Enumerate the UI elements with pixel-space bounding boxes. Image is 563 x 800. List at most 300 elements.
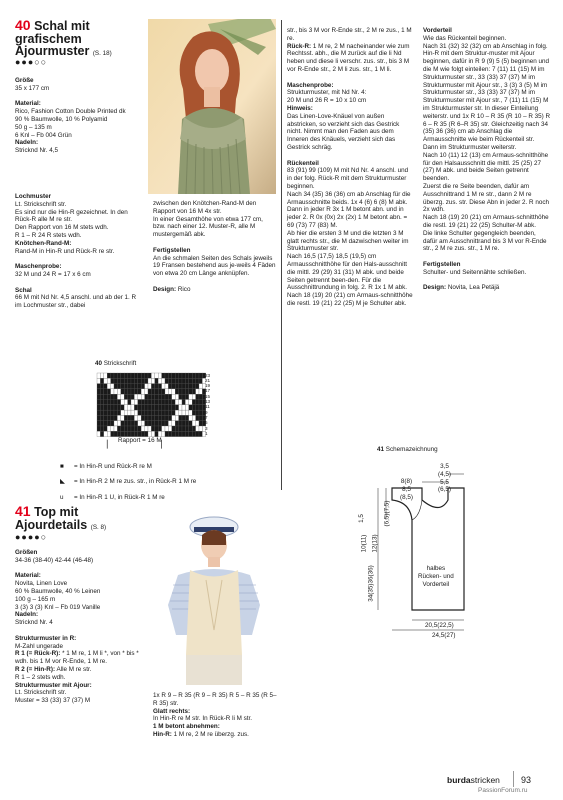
difficulty-dots: ●●●○○ — [15, 57, 48, 67]
chart-cell — [100, 410, 103, 415]
chart-cell — [172, 384, 175, 389]
row-number: 13 — [205, 399, 211, 404]
chart-cell — [155, 415, 158, 420]
chart-cell — [175, 415, 178, 420]
chart-cell — [97, 373, 100, 378]
chart-cell — [158, 431, 161, 436]
chart-cell — [155, 394, 158, 399]
chart-cell — [148, 410, 151, 415]
chart-cell — [172, 421, 175, 426]
chart-cell — [134, 426, 137, 431]
chart-cell — [185, 410, 188, 415]
chart-cell — [138, 426, 141, 431]
chart-cell — [168, 389, 171, 394]
chart-cell — [141, 389, 144, 394]
chart-cell — [192, 431, 195, 436]
chart-cell — [182, 426, 185, 431]
chart-cell — [199, 410, 202, 415]
chart-cell — [151, 426, 154, 431]
chart-cell — [179, 400, 182, 405]
chart-cell — [131, 426, 134, 431]
chart-cell — [175, 421, 178, 426]
chart-cell — [145, 410, 148, 415]
chart-cell — [128, 410, 131, 415]
chart-cell — [138, 421, 141, 426]
chart-cell — [192, 410, 195, 415]
chart-cell — [182, 378, 185, 383]
chart-cell — [151, 389, 154, 394]
chart-cell — [148, 431, 151, 436]
chart-cell — [165, 421, 168, 426]
chart-cell — [104, 378, 107, 383]
chart-cell — [148, 394, 151, 399]
chart-cell — [175, 400, 178, 405]
chart-cell — [114, 426, 117, 431]
chart-cell — [107, 426, 110, 431]
chart-cell — [128, 415, 131, 420]
chart-cell — [199, 431, 202, 436]
chart-cell — [145, 384, 148, 389]
chart-cell — [199, 405, 202, 410]
chart-cell — [172, 400, 175, 405]
chart-cell — [131, 373, 134, 378]
chart-cell — [111, 378, 114, 383]
chart-cell — [148, 421, 151, 426]
footer-brand: burdastricken — [447, 775, 500, 785]
chart-cell — [148, 415, 151, 420]
chart-cell — [168, 378, 171, 383]
chart-cell — [155, 400, 158, 405]
chart-cell — [162, 431, 165, 436]
chart-cell — [97, 426, 100, 431]
chart-cell — [121, 394, 124, 399]
chart-cell — [151, 431, 154, 436]
difficulty-dots: ●●●●○ — [15, 532, 48, 542]
chart-cell — [128, 431, 131, 436]
chart-cell — [138, 405, 141, 410]
chart-cell — [155, 431, 158, 436]
chart-cell — [117, 394, 120, 399]
chart-cell — [158, 373, 161, 378]
chart-cell — [199, 384, 202, 389]
chart-cell — [121, 400, 124, 405]
chart-cell — [117, 378, 120, 383]
chart-cell — [145, 400, 148, 405]
chart-cell — [148, 373, 151, 378]
chart-cell — [165, 415, 168, 420]
chart-cell — [155, 410, 158, 415]
chart-cell — [162, 389, 165, 394]
chart-cell — [155, 426, 158, 431]
chart-cell — [97, 421, 100, 426]
chart-cell — [121, 389, 124, 394]
chart-cell — [158, 405, 161, 410]
schema-bottom-1: 20,5(22,5) — [425, 622, 454, 629]
row-number: 15 — [205, 393, 211, 399]
chart-cell — [104, 389, 107, 394]
chart-cell — [117, 405, 120, 410]
chart-cell — [165, 400, 168, 405]
chart-cell — [128, 426, 131, 431]
chart-cell — [134, 405, 137, 410]
chart-cell — [155, 378, 158, 383]
title-line-1: Schal mit — [34, 19, 90, 33]
chart-cell — [128, 421, 131, 426]
chart-cell — [107, 389, 110, 394]
chart-cell — [131, 394, 134, 399]
chart-cell — [189, 421, 192, 426]
chart-cell — [141, 405, 144, 410]
chart-cell — [145, 405, 148, 410]
chart-cell — [196, 415, 199, 420]
chart-cell — [114, 384, 117, 389]
chart-cell — [114, 400, 117, 405]
chart-cell — [165, 410, 168, 415]
chart-cell — [138, 378, 141, 383]
chart-cell — [121, 378, 124, 383]
chart-cell — [134, 410, 137, 415]
chart-cell — [189, 405, 192, 410]
chart-cell — [138, 415, 141, 420]
chart-cell — [179, 378, 182, 383]
chart-cell — [141, 384, 144, 389]
chart-cell — [114, 389, 117, 394]
chart-cell — [134, 389, 137, 394]
chart-cell — [155, 421, 158, 426]
chart-cell — [179, 373, 182, 378]
chart-cell — [179, 421, 182, 426]
chart-cell — [179, 389, 182, 394]
chart-cell — [117, 384, 120, 389]
chart-cell — [196, 426, 199, 431]
page-reference: (S. 18) — [92, 50, 112, 57]
chart-cell — [165, 426, 168, 431]
rapport-label: Rapport = 16 M — [118, 437, 162, 444]
title-line-2: grafischem — [15, 31, 82, 46]
chart-cell — [192, 373, 195, 378]
chart-cell — [151, 394, 154, 399]
chart-cell — [131, 400, 134, 405]
chart-cell — [158, 421, 161, 426]
chart-cell — [104, 405, 107, 410]
chart-cell — [185, 405, 188, 410]
chart-cell — [162, 373, 165, 378]
chart-cell — [199, 394, 202, 399]
page-reference: (S. 8) — [90, 523, 107, 531]
chart-40-caption: 40 Strickschrift — [95, 360, 137, 367]
chart-cell — [128, 389, 131, 394]
chart-cell — [158, 415, 161, 420]
chart-cell — [179, 431, 182, 436]
chart-cell — [107, 373, 110, 378]
chart-cell — [114, 405, 117, 410]
chart-cell — [192, 421, 195, 426]
chart-cell — [182, 431, 185, 436]
chart-cell — [141, 415, 144, 420]
chart-cell — [151, 378, 154, 383]
chart-cell — [182, 400, 185, 405]
chart-cell — [124, 394, 127, 399]
chart-cell — [111, 389, 114, 394]
chart-cell — [196, 394, 199, 399]
chart-cell — [182, 394, 185, 399]
chart-cell — [121, 426, 124, 431]
chart-cell — [168, 410, 171, 415]
chart-cell — [104, 400, 107, 405]
chart-cell — [148, 405, 151, 410]
chart-cell — [192, 426, 195, 431]
chart-cell — [145, 415, 148, 420]
row-number: 7 — [205, 414, 208, 420]
chart-cell — [185, 431, 188, 436]
chart-cell — [128, 405, 131, 410]
chart-cell — [179, 405, 182, 410]
chart-cell — [148, 426, 151, 431]
chart-cell — [182, 384, 185, 389]
chart-cell — [100, 394, 103, 399]
chart-cell — [199, 400, 202, 405]
chart-cell — [185, 394, 188, 399]
chart-cell — [134, 431, 137, 436]
row-number: 9 — [205, 409, 208, 415]
chart-cell — [107, 415, 110, 420]
chart-cell — [151, 421, 154, 426]
chart-cell — [185, 415, 188, 420]
chart-cell — [196, 373, 199, 378]
chart-cell — [97, 400, 100, 405]
chart-cell — [162, 384, 165, 389]
chart-cell — [124, 389, 127, 394]
row-number: 17 — [205, 388, 211, 394]
chart-cell — [165, 431, 168, 436]
chart-cell — [179, 394, 182, 399]
chart-cell — [131, 405, 134, 410]
chart-cell — [168, 400, 171, 405]
chart-cell — [145, 389, 148, 394]
chart-cell — [168, 415, 171, 420]
schema-left-mid3: (6,5)(7,5) — [383, 500, 391, 527]
row-number: 23 — [205, 372, 211, 378]
chart-cell — [124, 410, 127, 415]
schema-top-measure: 3,5 (4,5) 5,5 (6,5) — [438, 463, 451, 494]
chart-cell — [114, 373, 117, 378]
chart-cell — [185, 426, 188, 431]
chart-cell — [131, 389, 134, 394]
chart-cell — [182, 415, 185, 420]
chart-cell — [168, 384, 171, 389]
chart-cell — [155, 389, 158, 394]
chart-cell — [114, 410, 117, 415]
chart-cell — [192, 415, 195, 420]
chart-cell — [131, 378, 134, 383]
chart-cell — [182, 389, 185, 394]
pattern-41-title — [15, 505, 106, 534]
chart-cell — [111, 431, 114, 436]
chart-cell — [111, 426, 114, 431]
chart-cell — [100, 415, 103, 420]
chart-cell — [124, 415, 127, 420]
chart-cell — [199, 426, 202, 431]
chart-cell — [121, 373, 124, 378]
chart-cell — [162, 421, 165, 426]
chart-40-legend — [60, 455, 270, 510]
chart-cell — [128, 384, 131, 389]
chart-cell — [114, 378, 117, 383]
chart-cell — [128, 373, 131, 378]
chart-cell — [97, 410, 100, 415]
chart-cell — [185, 421, 188, 426]
chart-cell — [104, 373, 107, 378]
chart-cell — [151, 373, 154, 378]
chart-cell — [168, 405, 171, 410]
chart-cell — [179, 384, 182, 389]
chart-cell — [165, 405, 168, 410]
chart-cell — [141, 378, 144, 383]
chart-cell — [97, 378, 100, 383]
chart-cell — [111, 405, 114, 410]
chart-cell — [175, 378, 178, 383]
chart-cell — [128, 400, 131, 405]
schema-neck-measure: 8(8) 8,5 (8,5) — [400, 478, 413, 501]
title-line-3: Ajourmuster — [15, 44, 90, 58]
chart-cell — [117, 410, 120, 415]
chart-cell — [121, 415, 124, 420]
chart-cell — [148, 400, 151, 405]
chart-cell — [121, 384, 124, 389]
chart-cell — [182, 373, 185, 378]
chart-cell — [172, 426, 175, 431]
chart-cell — [141, 410, 144, 415]
chart-cell — [107, 405, 110, 410]
chart-cell — [100, 426, 103, 431]
chart-cell — [111, 421, 114, 426]
chart-cell — [168, 431, 171, 436]
chart-cell — [175, 389, 178, 394]
chart-cell — [121, 405, 124, 410]
chart-cell — [148, 389, 151, 394]
schema-inner-label: halbes Rücken- und Vorderteil — [418, 565, 454, 588]
chart-cell — [172, 415, 175, 420]
schema-41-caption: 41 Schemazeichnung — [377, 446, 438, 453]
chart-cell — [185, 400, 188, 405]
chart-cell — [168, 373, 171, 378]
row-number: 11 — [205, 404, 210, 410]
chart-cell — [100, 421, 103, 426]
chart-cell — [175, 394, 178, 399]
chart-cell — [168, 421, 171, 426]
chart-cell — [124, 378, 127, 383]
chart-cell — [138, 400, 141, 405]
chart-cell — [192, 394, 195, 399]
chart-cell — [158, 378, 161, 383]
chart-cell — [114, 431, 117, 436]
chart-cell — [97, 431, 100, 436]
chart-cell — [172, 410, 175, 415]
chart-cell — [185, 384, 188, 389]
chart-cell — [104, 431, 107, 436]
chart-cell — [151, 415, 154, 420]
chart-cell — [141, 373, 144, 378]
chart-cell — [124, 431, 127, 436]
chart-cell — [117, 389, 120, 394]
column-divider — [281, 20, 282, 490]
chart-cell — [100, 431, 103, 436]
garment-outline — [392, 488, 464, 610]
chart-cell — [131, 415, 134, 420]
chart-cell — [196, 389, 199, 394]
chart-cell — [134, 373, 137, 378]
chart-cell — [131, 431, 134, 436]
chart-cell — [179, 426, 182, 431]
chart-cell — [124, 421, 127, 426]
chart-cell — [128, 378, 131, 383]
chart-cell — [131, 421, 134, 426]
chart-cell — [100, 405, 103, 410]
chart-cell — [111, 410, 114, 415]
chart-cell — [168, 426, 171, 431]
chart-cell — [134, 394, 137, 399]
chart-cell — [145, 373, 148, 378]
chart-cell — [114, 421, 117, 426]
row-number: 21 — [205, 377, 211, 383]
chart-cell — [165, 389, 168, 394]
chart-cell — [196, 378, 199, 383]
chart-cell — [124, 373, 127, 378]
chart-cell — [104, 384, 107, 389]
chart-cell — [189, 431, 192, 436]
scarf-photo — [148, 19, 276, 194]
chart-cell — [175, 426, 178, 431]
chart-cell — [138, 373, 141, 378]
chart-cell — [155, 405, 158, 410]
chart-cell — [155, 373, 158, 378]
chart-cell — [175, 410, 178, 415]
chart-cell — [107, 378, 110, 383]
chart-cell — [114, 415, 117, 420]
chart-cell — [158, 384, 161, 389]
chart-cell — [189, 426, 192, 431]
chart-cell — [185, 378, 188, 383]
chart-cell — [189, 384, 192, 389]
chart-cell — [151, 384, 154, 389]
chart-cell — [121, 410, 124, 415]
chart-cell — [107, 384, 110, 389]
chart-cell — [145, 421, 148, 426]
chart-cell — [141, 394, 144, 399]
legend-item: u = In Hin-R 1 U, in Rück-R 1 M re — [60, 493, 165, 501]
chart-cell — [148, 378, 151, 383]
chart-cell — [131, 410, 134, 415]
chart-cell — [100, 378, 103, 383]
chart-cell — [179, 415, 182, 420]
chart-cell — [134, 400, 137, 405]
chart-cell — [162, 426, 165, 431]
chart-cell — [199, 373, 202, 378]
chart-cell — [179, 410, 182, 415]
chart-cell — [192, 400, 195, 405]
chart-cell — [138, 394, 141, 399]
chart-cell — [175, 384, 178, 389]
chart-cell — [134, 421, 137, 426]
chart-cell — [100, 400, 103, 405]
chart-cell — [151, 400, 154, 405]
chart-cell — [182, 421, 185, 426]
chart-cell — [97, 384, 100, 389]
chart-cell — [162, 394, 165, 399]
chart-cell — [158, 400, 161, 405]
legend-item: ■ = In Hin-R und Rück-R re M — [60, 462, 152, 470]
row-number: 1 — [205, 430, 208, 436]
